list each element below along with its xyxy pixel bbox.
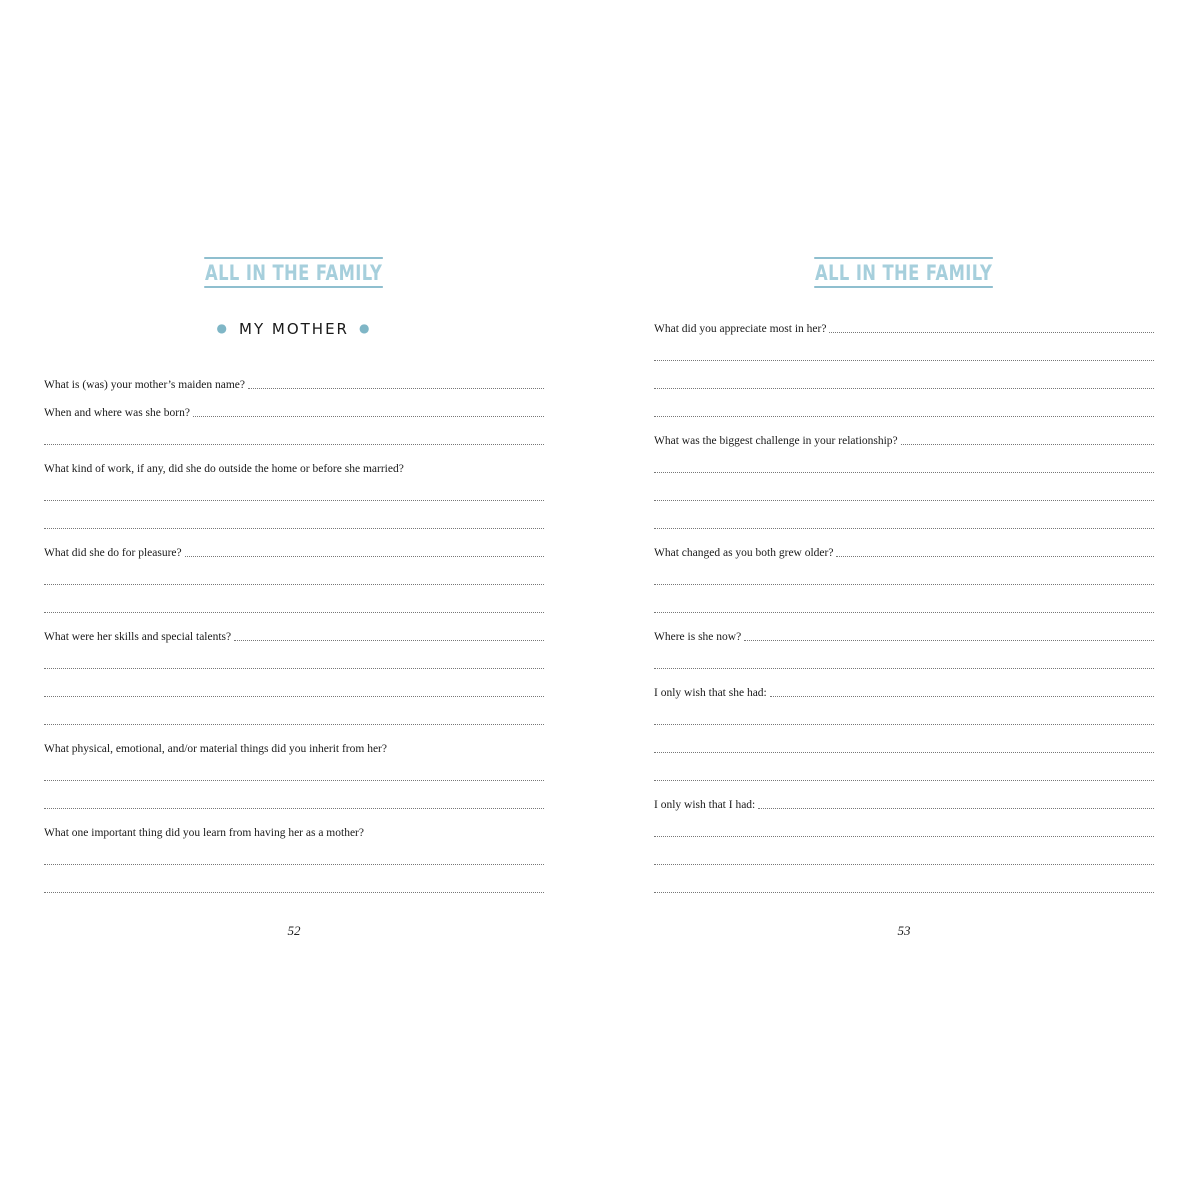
bullet-dot-icon: ●	[358, 321, 372, 335]
right-page	[654, 0, 1154, 1200]
answer-line[interactable]	[654, 416, 1154, 417]
answer-line[interactable]	[654, 528, 1154, 529]
question-label: What did you appreciate most in her?	[654, 323, 827, 335]
answer-line[interactable]	[654, 612, 1154, 613]
answer-line[interactable]	[654, 864, 1154, 865]
question-row	[654, 540, 1154, 560]
answer-line[interactable]	[234, 640, 544, 641]
question-row	[44, 540, 544, 560]
chapter-banner	[654, 257, 1154, 288]
answer-line[interactable]	[758, 808, 1154, 809]
left-page	[44, 0, 544, 1200]
question-label: What were her skills and special talents?	[44, 631, 232, 643]
answer-line[interactable]	[44, 892, 544, 893]
answer-line[interactable]	[44, 696, 544, 697]
question-row	[44, 456, 544, 476]
answer-line[interactable]	[654, 500, 1154, 501]
question-label: I only wish that she had:	[654, 687, 767, 699]
question-row	[654, 428, 1154, 448]
question-row	[44, 400, 544, 420]
question-label: What physical, emotional, and/or material things did you inherit from her?	[44, 743, 387, 755]
question-row	[654, 316, 1154, 336]
question-label: What one important thing did you learn from having her as a mother?	[44, 827, 364, 839]
answer-line[interactable]	[654, 388, 1154, 389]
question-row	[654, 624, 1154, 644]
answer-line[interactable]	[44, 444, 544, 445]
question-row	[654, 680, 1154, 700]
answer-line[interactable]	[829, 332, 1154, 333]
answer-line[interactable]	[44, 864, 544, 865]
answer-line[interactable]	[901, 444, 1154, 445]
question-label: When and where was she born?	[44, 407, 190, 419]
answer-line[interactable]	[44, 584, 544, 585]
answer-line[interactable]	[836, 556, 1154, 557]
answer-line[interactable]	[193, 416, 544, 417]
answer-line[interactable]	[654, 360, 1154, 361]
answer-line[interactable]	[654, 584, 1154, 585]
answer-line[interactable]	[44, 612, 544, 613]
question-row	[44, 820, 544, 840]
question-label: What is (was) your mother’s maiden name?	[44, 379, 245, 391]
chapter-banner-text: ALL IN THE FAMILY	[205, 257, 384, 288]
question-row	[44, 372, 544, 392]
section-title-text: MY MOTHER	[239, 320, 349, 338]
answer-line[interactable]	[44, 808, 544, 809]
question-row	[654, 792, 1154, 812]
section-title	[44, 320, 544, 338]
question-label: What kind of work, if any, did she do outside the home or before she married?	[44, 463, 404, 475]
answer-line[interactable]	[654, 836, 1154, 837]
answer-line[interactable]	[44, 528, 544, 529]
answer-line[interactable]	[744, 640, 1154, 641]
bullet-dot-icon: ●	[216, 321, 230, 335]
answer-line[interactable]	[654, 724, 1154, 725]
question-label: I only wish that I had:	[654, 799, 756, 811]
answer-line[interactable]	[44, 724, 544, 725]
question-row	[44, 624, 544, 644]
answer-line[interactable]	[185, 556, 544, 557]
answer-line[interactable]	[44, 500, 544, 501]
question-label: What changed as you both grew older?	[654, 547, 834, 559]
question-label: Where is she now?	[654, 631, 742, 643]
question-row	[44, 736, 544, 756]
answer-line[interactable]	[248, 388, 544, 389]
chapter-banner	[44, 257, 544, 288]
question-label: What did she do for pleasure?	[44, 547, 182, 559]
page-number: 52	[287, 923, 301, 938]
answer-line[interactable]	[654, 668, 1154, 669]
answer-line[interactable]	[654, 780, 1154, 781]
chapter-banner-text: ALL IN THE FAMILY	[815, 257, 994, 288]
answer-line[interactable]	[654, 472, 1154, 473]
answer-line[interactable]	[654, 752, 1154, 753]
answer-line[interactable]	[44, 668, 544, 669]
answer-line[interactable]	[770, 696, 1154, 697]
page-number: 53	[897, 923, 911, 938]
answer-line[interactable]	[654, 892, 1154, 893]
answer-line[interactable]	[44, 780, 544, 781]
question-label: What was the biggest challenge in your relationship?	[654, 435, 898, 447]
